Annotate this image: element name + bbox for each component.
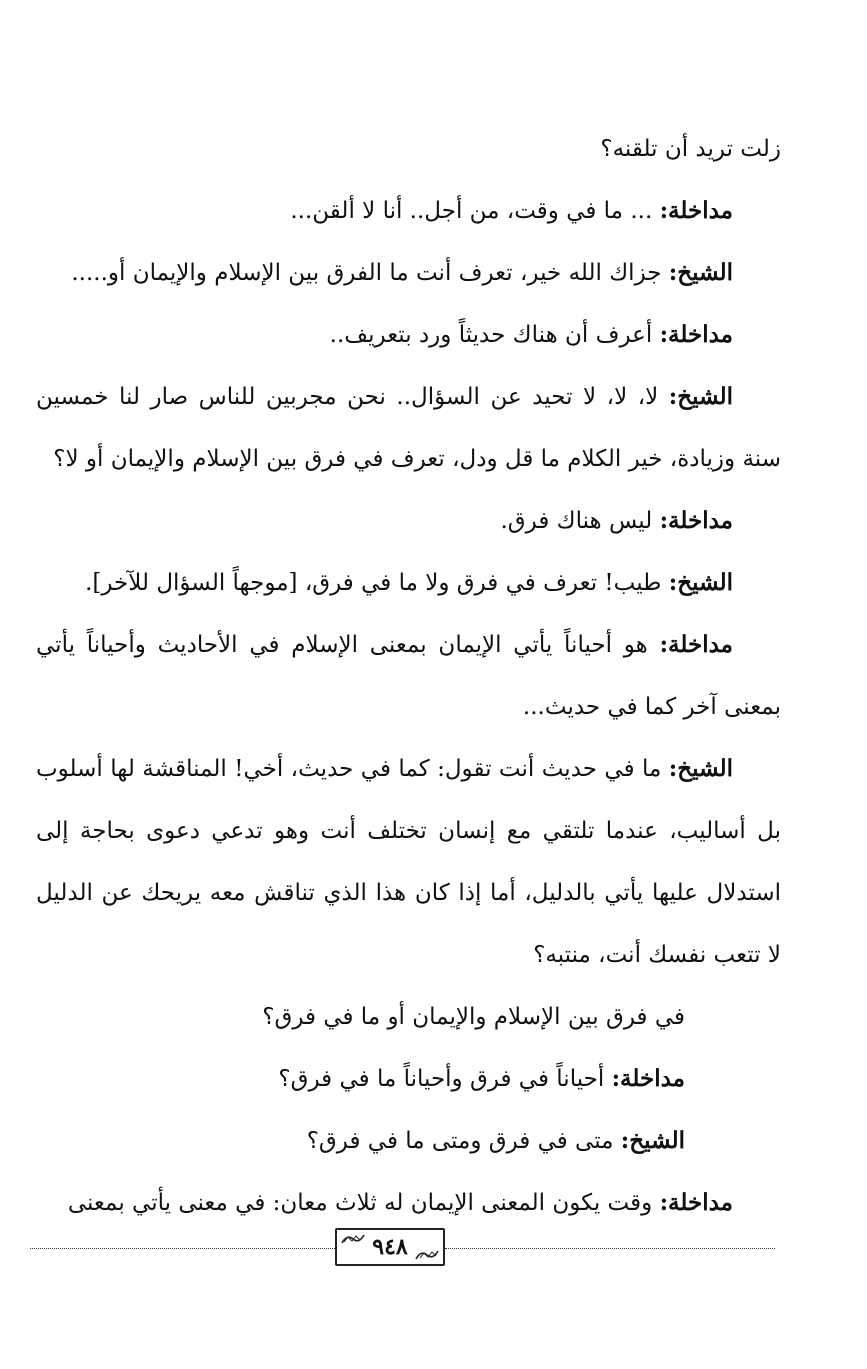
speaker-label: الشيخ: xyxy=(668,383,733,410)
speaker-label: مداخلة: xyxy=(659,197,733,224)
paragraph-text: ما في حديث أنت تقول: كما في حديث، أخي! المناقشة لها أسلوب بل أساليب، عندما تلتقي مع إنسان تختلف أنت وهو تدعي دعوى بحاجة إلى استدلال عليها يأتي بالدليل، أما إذا كان هذا الذي تناقش معه يريحك عن الدليل لا تتعب نفسك أنت، منتبه؟ xyxy=(36,756,781,968)
footer-dotted-rule xyxy=(30,1248,335,1249)
paragraph-text: ليس هناك فرق. xyxy=(500,508,660,534)
paragraph-text: في فرق بين الإسلام والإيمان أو ما في فرق؟ xyxy=(262,1004,685,1030)
paragraph-text: ... ما في وقت، من أجل.. أنا لا ألقن... xyxy=(290,198,660,224)
paragraph-interjection xyxy=(36,180,781,242)
speaker-label: الشيخ: xyxy=(668,259,733,286)
speaker-label: مداخلة: xyxy=(611,1065,685,1092)
paragraph-interjection xyxy=(36,614,781,738)
paragraph-sheikh xyxy=(36,242,781,304)
paragraph-interjection xyxy=(36,490,781,552)
page-footer xyxy=(30,1226,775,1276)
speaker-label: مداخلة: xyxy=(659,1189,733,1216)
paragraph-interjection xyxy=(36,1172,781,1234)
speaker-label: مداخلة: xyxy=(659,507,733,534)
speaker-label: الشيخ: xyxy=(668,569,733,596)
paragraph-sheikh xyxy=(36,1110,781,1172)
paragraph-interjection xyxy=(36,304,781,366)
paragraph-text: أحياناً في فرق وأحياناً ما في فرق؟ xyxy=(278,1066,612,1092)
paragraph-text: متى في فرق ومتى ما في فرق؟ xyxy=(306,1128,621,1154)
page-number-frame xyxy=(335,1228,445,1266)
speaker-label: مداخلة: xyxy=(659,631,733,658)
paragraph-sheikh xyxy=(36,366,781,490)
page-body xyxy=(36,118,781,1234)
paragraph-continuation xyxy=(36,118,781,180)
paragraph-question xyxy=(36,986,781,1048)
paragraph-text: زلت تريد أن تلقنه؟ xyxy=(600,136,781,162)
speaker-label: مداخلة: xyxy=(659,321,733,348)
paragraph-text: وقت يكون المعنى الإيمان له ثلاث معان: في معنى يأتي بمعنى xyxy=(67,1190,660,1216)
paragraph-interjection xyxy=(36,1048,781,1110)
footer-dotted-rule xyxy=(445,1248,775,1249)
paragraph-text: هو أحياناً يأتي الإيمان بمعنى الإسلام في الأحاديث وأحياناً يأتي بمعنى آخر كما في حديث... xyxy=(36,632,781,720)
page-number: ٩٤٨ xyxy=(372,1234,408,1260)
paragraph-text: أعرف أن هناك حديثاً ورد بتعريف.. xyxy=(329,322,660,348)
corner-ornament-icon xyxy=(341,1233,365,1245)
corner-ornament-icon xyxy=(415,1249,439,1261)
paragraph-sheikh xyxy=(36,738,781,986)
paragraph-text: لا، لا، لا تحيد عن السؤال.. نحن مجربين للناس صار لنا خمسين سنة وزيادة، خير الكلام ما قل ودل، تعرف في فرق بين الإسلام والإيمان أو لا؟ xyxy=(36,384,781,472)
paragraph-sheikh xyxy=(36,552,781,614)
paragraph-text: جزاك الله خير، تعرف أنت ما الفرق بين الإسلام والإيمان أو..... xyxy=(71,260,669,286)
paragraph-text: طيب! تعرف في فرق ولا ما في فرق، [موجهاً السؤال للآخر]. xyxy=(85,570,669,596)
speaker-label: الشيخ: xyxy=(668,755,733,782)
speaker-label: الشيخ: xyxy=(620,1127,685,1154)
